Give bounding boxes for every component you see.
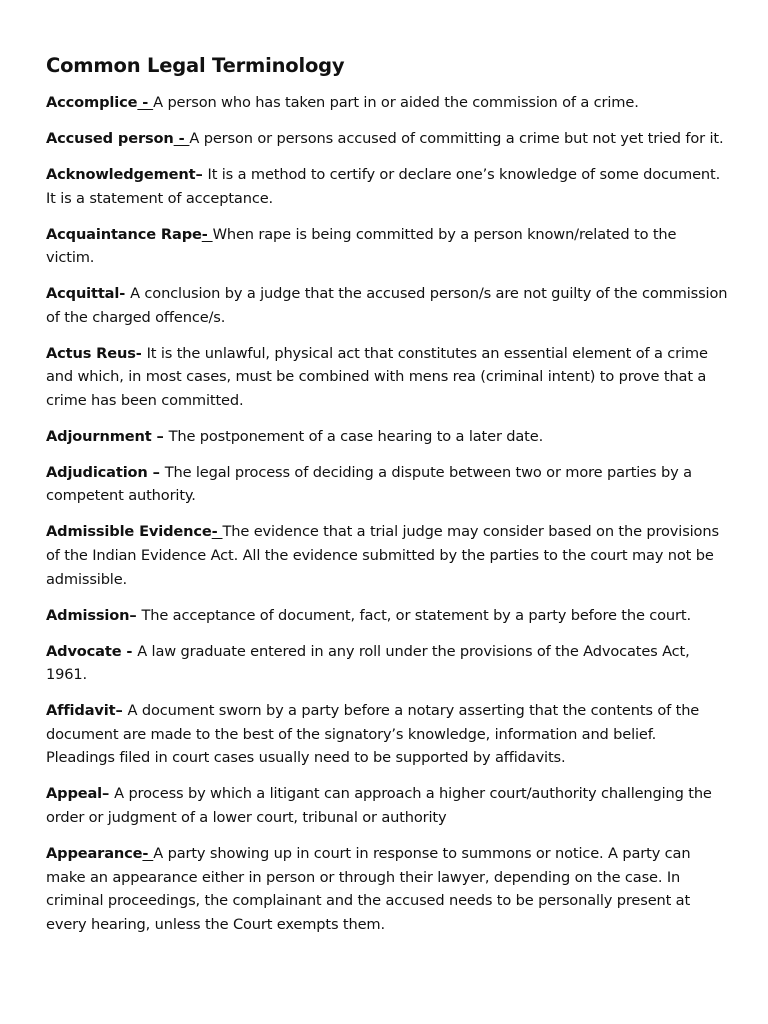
term-label: Acquaintance Rape xyxy=(46,225,202,243)
term-definition: The postponement of a case hearing to a later date. xyxy=(168,427,544,445)
page-title: Common Legal Terminology xyxy=(46,54,345,77)
term-separator: - xyxy=(121,642,138,660)
term-definition: It is the unlawful, physical act that constitutes an essential element of a crime and which, in most cases, must be combined with mens rea (criminal intent) to prove that a crime has been committed. xyxy=(46,344,708,409)
entry-acquittal xyxy=(46,282,728,329)
term-label: Adjournment xyxy=(46,427,152,445)
term-separator: - xyxy=(201,225,213,243)
entry-actus-reus xyxy=(46,342,728,413)
term-label: Admission xyxy=(46,606,130,624)
term-label: Accomplice xyxy=(46,94,138,111)
entry-admissible-evidence xyxy=(46,520,728,591)
term-definition: A person or persons accused of committing a crime but not yet tried for it. xyxy=(189,129,724,147)
term-label: Adjudication xyxy=(46,463,148,481)
entry-adjournment xyxy=(46,425,728,449)
term-definition: It is a method to certify or declare one’s knowledge of some document. It is a statement of acceptance. xyxy=(46,165,721,207)
term-separator: – xyxy=(102,785,115,803)
term-separator: - xyxy=(137,94,154,111)
entry-accused-person xyxy=(46,127,728,151)
entry-acquaintance-rape xyxy=(46,223,728,270)
term-definition: A party showing up in court in response to summons or notice. A party can make an appearance either in person or through their lawyer, depending on the case. In criminal proceedings, the complainant and the accused needs to be personally present at every hearing, unless the Court exempts them. xyxy=(46,844,691,933)
term-definition: A process by which a litigant can approach a higher court/authority challenging the order or judgment of a lower court, tribunal or authority xyxy=(46,785,712,826)
term-label: Accused person xyxy=(46,129,174,147)
term-separator: – xyxy=(129,606,142,624)
term-separator: - xyxy=(173,129,190,147)
term-separator: – xyxy=(115,702,128,720)
term-separator: - xyxy=(119,285,131,303)
entry-acknowledgement xyxy=(46,163,728,210)
term-label: Acknowledgement xyxy=(46,165,196,183)
term-definition: The legal process of deciding a dispute between two or more parties by a competent authority. xyxy=(46,463,692,505)
term-definition: When rape is being committed by a person known/related to the victim. xyxy=(46,225,677,267)
entry-admission xyxy=(46,604,728,628)
term-separator: - xyxy=(135,344,147,362)
entry-advocate xyxy=(46,640,728,687)
term-separator: – xyxy=(195,165,208,183)
entry-appeal xyxy=(46,782,728,829)
entry-affidavit xyxy=(46,699,728,770)
term-separator: - xyxy=(142,844,154,862)
term-definition: The acceptance of document, fact, or statement by a party before the court. xyxy=(141,606,691,624)
term-definition: A conclusion by a judge that the accused person/s are not guilty of the commission of the charged offence/s. xyxy=(46,285,728,326)
term-label: Acquittal xyxy=(46,285,120,303)
term-label: Appearance xyxy=(46,844,143,862)
term-separator: – xyxy=(151,427,169,445)
term-definition: A law graduate entered in any roll under the provisions of the Advocates Act, 1961. xyxy=(46,642,690,684)
term-label: Admissible Evidence xyxy=(46,523,212,541)
term-separator: - xyxy=(211,523,223,541)
term-label: Appeal xyxy=(46,785,103,803)
term-definition: A document sworn by a party before a notary asserting that the contents of the document are made to the best of the signatory’s knowledge, information and belief. Pleadings filed in court cases usually need to be supported by affidavits. xyxy=(46,702,700,767)
term-label: Affidavit xyxy=(46,702,116,720)
entry-accomplice xyxy=(46,91,728,115)
term-definition: The evidence that a trial judge may consider based on the provisions of the Indian Evidence Act. All the evidence submitted by the parties to the court may not be admissible. xyxy=(46,523,719,588)
term-label: Advocate xyxy=(46,642,122,660)
entry-adjudication xyxy=(46,461,728,508)
entry-appearance xyxy=(46,842,728,936)
term-separator: – xyxy=(147,463,165,481)
term-definition: A person who has taken part in or aided the commission of a crime. xyxy=(153,94,639,111)
term-label: Actus Reus xyxy=(46,344,136,362)
